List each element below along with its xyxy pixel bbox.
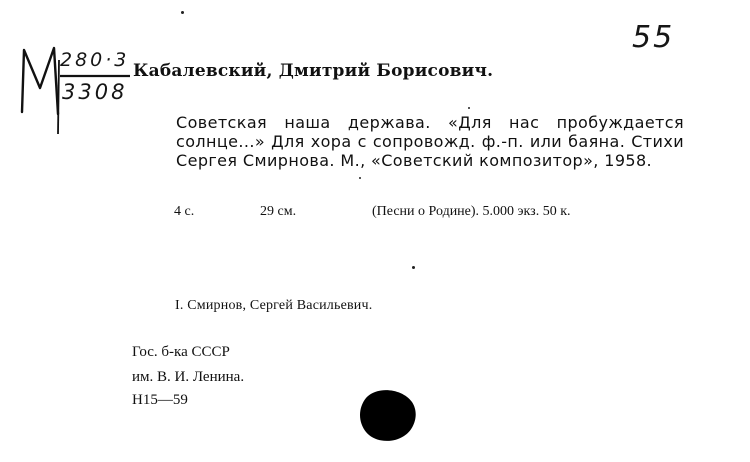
- speck: [359, 177, 361, 179]
- card-heading-author: Кабалевский, Дмитрий Борисович.: [133, 61, 494, 81]
- speck: [468, 107, 470, 109]
- collation-series: (Песни о Родине). 5.000 экз. 50 к.: [372, 204, 571, 219]
- collation-pages: 4 с.: [174, 204, 195, 219]
- handwritten-page-number: 55: [632, 20, 675, 55]
- shelf-mark-top: 280·3: [60, 49, 130, 71]
- collation-size: 29 см.: [260, 204, 297, 219]
- added-entry-tracing: I. Смирнов, Сергей Васильевич.: [175, 298, 373, 313]
- library-stamp-line-2: им. В. И. Ленина.: [132, 369, 245, 385]
- punch-hole: [352, 384, 422, 446]
- speck: [412, 266, 415, 269]
- shelf-mark-bottom: 3308: [62, 80, 128, 104]
- speck: [181, 11, 184, 14]
- library-stamp-line-1: Гос. б-ка СССР: [132, 344, 230, 360]
- library-stamp-line-3: Н15—59: [132, 392, 188, 408]
- card-description: Советская наша держава. «Для нас пробуждается солнце...» Для хора с сопровожд. ф.-п. или баяна. Стихи Сергея Смирнова. М., «Советский композитор», 1958.: [176, 113, 684, 170]
